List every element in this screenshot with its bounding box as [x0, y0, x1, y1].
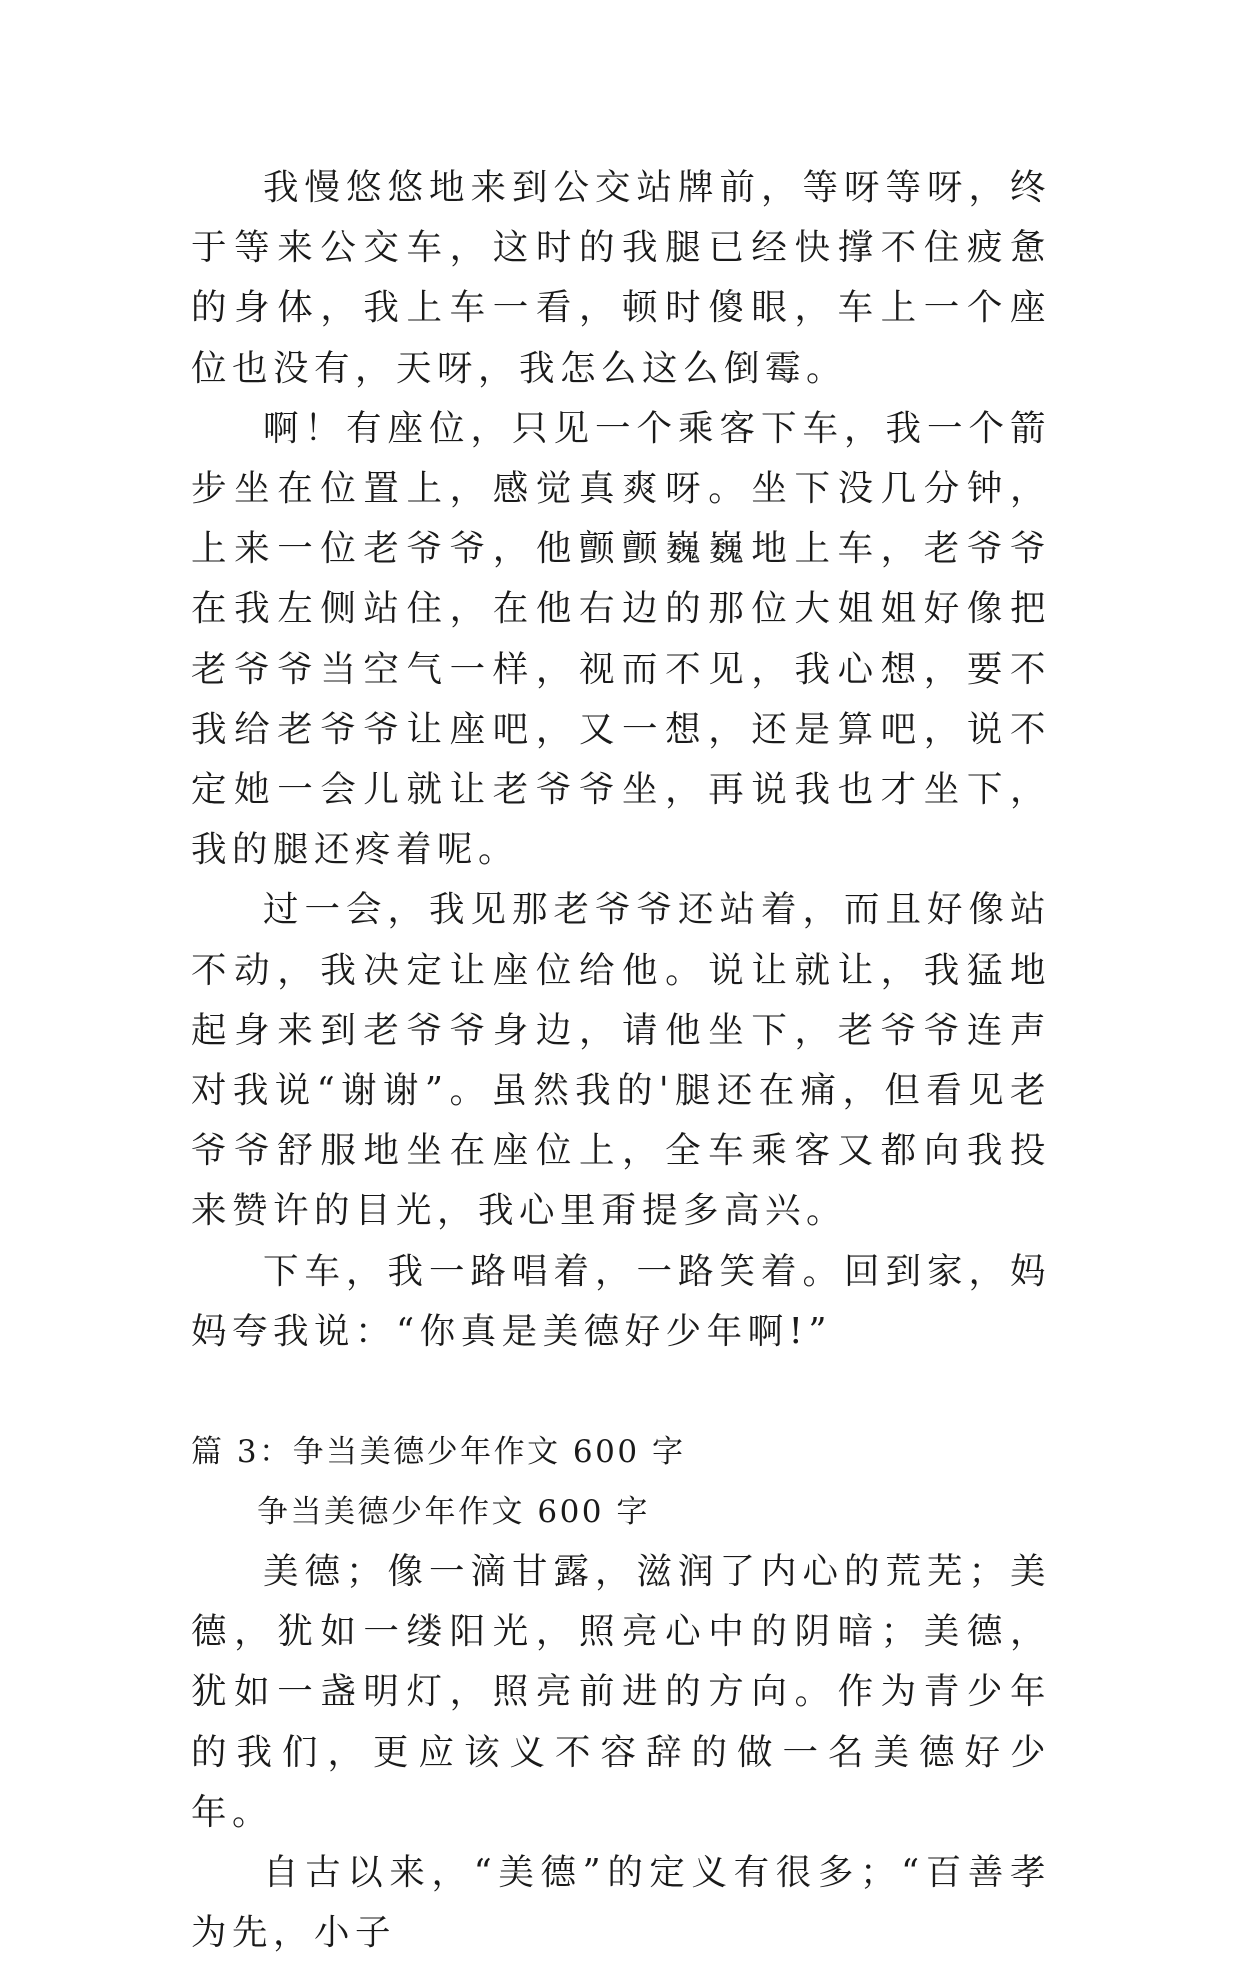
paragraph-bus-stop: 我慢悠悠地来到公交站牌前，等呀等呀，终于等来公交车，这时的我腿已经快撑不住疲惫的身体，我上车一看，顿时傻眼，车上一个座位也没有，天呀，我怎么这么倒霉。	[191, 167, 1051, 389]
paragraph-give-seat: 过一会，我见那老爷爷还站着，而且好像站不动，我决定让座位给他。说让就让，我猛地起身来到老爷爷身边，请他坐下，老爷爷连声对我说“谢谢”。虽然我的'腿还在痛，但看见老爷爷舒服地坐在座位上，全车乘客又都向我投来赞许的目光，我心里甭提多高兴。	[191, 889, 1051, 1232]
paragraph-found-seat: 啊！有座位，只见一个乘客下车，我一个箭步坐在位置上，感觉真爽呀。坐下没几分钟，上来一位老爷爷，他颤颤巍巍地上车，老爷爷在我左侧站住，在他右边的那位大姐姐好像把老爷爷当空气一样，视而不见，我心想，要不我给老爷爷让座吧，又一想，还是算吧，说不定她一会儿就让老爷爷坐，再说我也才坐下，我的腿还疼着呢。	[191, 407, 1051, 871]
section-heading: 篇 3：争当美德少年作文 600 字	[191, 1434, 686, 1471]
paragraph-virtue-history: 自古以来，“美德”的定义有很多；“百善孝为先，小子	[191, 1852, 1051, 1954]
paragraph-virtue-metaphor: 美德；像一滴甘露，滋润了内心的荒芜；美德，犹如一缕阳光，照亮心中的阴暗；美德，犹如一盏明灯，照亮前进的方向。作为青少年的我们，更应该义不容辞的做一名美德好少年。	[191, 1551, 1051, 1833]
paragraph-home: 下车，我一路唱着，一路笑着。回到家，妈妈夸我说：“你真是美德好少年啊!”	[191, 1250, 1051, 1352]
essay-title: 争当美德少年作文 600 字	[257, 1494, 650, 1531]
document-page	[191, 158, 1051, 1963]
section-spacer	[191, 1362, 1051, 1422]
